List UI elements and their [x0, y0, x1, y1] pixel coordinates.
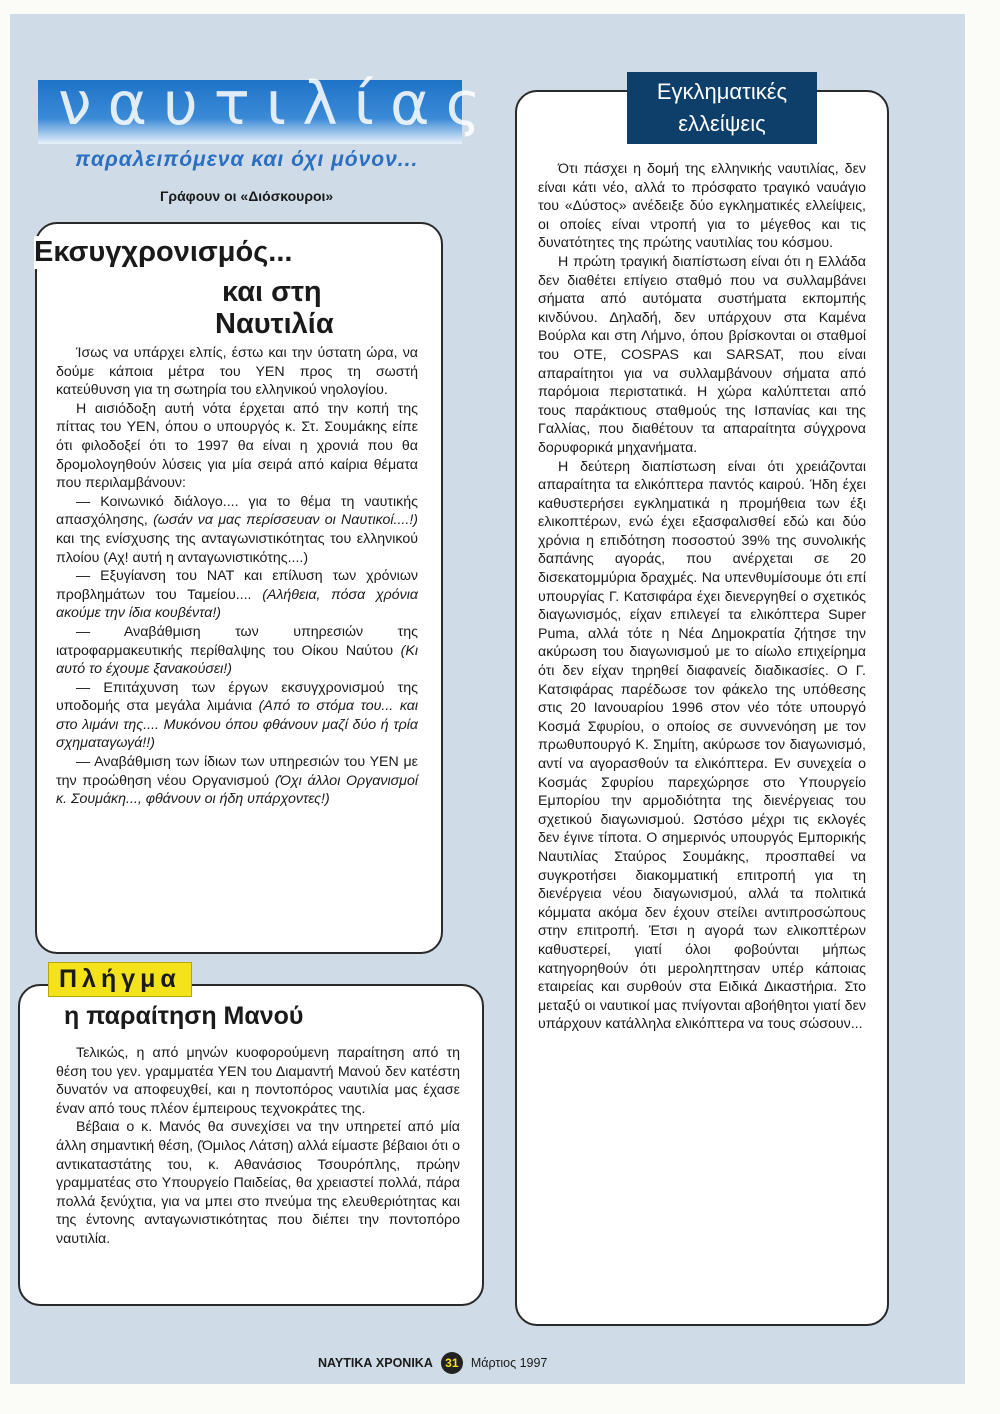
label-line-2: ελλείψεις — [678, 111, 766, 136]
list-item: — Επιτάχυνση των έργων εκσυγχρονισμού της υποδομής στα μεγάλα λιμάνια (Από το στόμα του... και στο λιμάνι της.... Μυκόνου όπου φθάνουν μαζί δύο ή τρία σχηματαγωγά!!) — [56, 679, 419, 752]
paragraph: Η αισιόδοξη αυτή νότα έρχεται από την κοπή της πίττας του ΥΕΝ, όπου ο υπουργός κ. Στ. Σουμάκης είπε ότι φιλοδοξεί ότι το 1997 θα είναι η χρονιά που θα δρομολογηθούν λύσεις για μία σειρά από καίρια θέματα που περιλαμβάνουν: — [56, 400, 418, 492]
label-line-1: Εγκληματικές — [656, 79, 788, 104]
list-item: — Εξυγίανση του ΝΑΤ και επίλυση των χρόνιων προβλημάτων του Ταμείου.... (Αλήθεια, πόσα χρόνια ακούμε την ίδια κουβέντα!) — [56, 568, 418, 622]
magazine-name: ΝΑΥΤΙΚΑ ΧΡΟΝΙΚΑ — [318, 1356, 433, 1370]
article-shortcomings-label — [627, 72, 817, 144]
page-footer — [318, 1352, 547, 1374]
article-shortcomings-body — [538, 160, 866, 1034]
list-item: — Αναβάθμιση των υπηρεσιών της ιατροφαρμακευτικής περίθαλψης του Οίκου Ναύτου (Κι αυτό το έχουμε ξανακούσει!) — [56, 623, 418, 678]
masthead-subtitle: παραλειπόμενα και όχι μόνον... — [75, 148, 419, 171]
article-modernization-body — [56, 344, 418, 809]
paragraph: Βέβαια ο κ. Μανός θα συνεχίσει να την υπηρετεί από μία άλλη σημαντική θέση, (Όμιλος Λάτση) αλλά είμαστε βέβαιοι ότι ο αντικαταστάτης του, κ. Αθανάσιος Τσουρόπλης, πρώην γραμματέας στο Υπουργείο Παιδείας, θα χρειαστεί πολλά, πάρα πολλά ξενύχτια, για να μπει στο πνεύμα της ελευθεριότητας και της έντονης ανταγωνιστικότητας που διέπει την ποντοπόρο ναυτιλία. — [56, 1119, 460, 1247]
article-modernization-headline-2: και στη — [222, 276, 322, 308]
byline: Γράφουν οι «Διόσκουροι» — [160, 188, 334, 204]
paragraph: Η δεύτερη διαπίστωση είναι ότι χρειάζονται απαραίτητα τα ελικόπτερα παντός καιρού. Ήδη έχει καθυστερήσει εγκληματικά η προμήθεια των έξι ελικοπτέρων, ενώ έχει εξασφαλισθεί εδώ και δύο χρόνια η επιδότηση ποσοστού 39% της συνολικής δαπάνης αγοράς, που ανέρχεται σε 20 δισεκατομμύρια δραχμές. Να υπενθυμίσουμε ότι επί υπουργίας Γ. Κατσιφάρα έχει διενεργηθεί ο σχετικός διαγωνισμός, είχαν επιλεγεί τα ελικόπτερα Super Puma, αλλά τότε η Νέα Δημοκρατία ζήτησε την ακύρωση του διαγωνισμού με το αίωλο επιχείρημα ότι δεν είχαν τηρηθεί διαφανείς διαδικασίες. Ο Γ. Κατσιφάρας παρέδωσε τον φάκελο της υπόθεσης στις 20 Ιανουαρίου 1996 στον νέο τότε υπουργό Κοσμά Σφυρίου, ο οποίος σε συννενόηση με τον πρωθυπουργό Κ. Σημίτη, ακύρωσε τον διαγωνισμό, αντί να αγορασθούν τα ελικόπτερα. Εν συνεχεία ο Κοσμάς Σφυρίου παρεχώρησε στο Υπουργείο Εμπορίου την αρμοδιότητα της διενέργειας του σχετικού διαγωνισμού. Ωστόσο μέχρι τις εκλογές δεν έγινε τίποτα. Ο σημερινός υπουργός Εμπορικής Ναυτιλίας Σταύρος Σουμάκης, προσπαθεί να συγκροτήσει διακομματική επιτροπή για τη διενέργεια νέου διαγωνισμού, αλλά τα πολιτικά κόμματα ακόμα δεν έχουν στείλει αντιπροσώπους στην επιτροπή. Έτσι η αγορά των ελικοπτέρων καθυστερεί, γιατί όλοι φοβούνται μήπως κατηγορηθούν ότι μεροληπτησαν υπέρ κάποιας εταιρείας και συρθούν στα Ειδικά Δικαστήρια. Στο μεταξύ οι ναυτικοί μας πνίγονται αβοήθητοι γιατί δεν υπάρχουν κατάλληλα ελικόπτερα να τους σώσουν... — [538, 458, 866, 1033]
page-number: 31 — [441, 1352, 463, 1374]
paragraph: Ίσως να υπάρχει ελπίς, έστω και την ύστατη ώρα, να δούμε κάποια μέτρα του ΥΕΝ προς τη σωστή κατεύθυνση για τη σωτηρία του ελληνικού νηολογίου. — [56, 345, 418, 399]
masthead-title: ναυτιλίας — [58, 69, 497, 139]
article-modernization-headline-3: Ναυτιλία — [215, 308, 334, 340]
paragraph: Ότι πάσχει η δομή της ελληνικής ναυτιλίας, δεν είναι κάτι νέο, αλλά το πρόσφατο τραγικό ναυάγιο του «Δύστος» ανέδειξε δύο εγκληματικές ελλείψεις, οι οποίες είναι ντροπή για το μέγεθος και τις δυνατότητες της πρώτης ναυτιλίας του κόσμου. — [538, 161, 866, 252]
list-item: — Αναβάθμιση των ίδιων των υπηρεσιών του ΥΕΝ με την προώθηση νέου Οργανισμού (Όχι άλλοι Οργανισμοί κ. Σουμάκη..., φθάνουν οι ήδη υπάρχοντες!) — [56, 754, 418, 808]
list-item: — Κοινωνικό διάλογο.... για το θέμα τη ναυτικής απασχόλησης, (ωσάν να μας περίσσευαν οι Ναυτικοί....!) και της ενίσχυσης της ανταγωνιστικότητας του ελληνικού πλοίου (Αχ! αυτή η ανταγωνιστικότης....) — [56, 493, 418, 566]
article-modernization-headline-1: Εκσυγχρονισμός... — [34, 236, 293, 268]
article-resignation-body — [56, 1044, 460, 1249]
paragraph: Τελικώς, η από μηνών κυοφορούμενη παραίτηση από τη θέση του γεν. γραμματέα ΥΕΝ του Διαμαντή Μανού δεν κατέστη δυνατόν να αποφευχθεί, και η ποντοπόρος ναυτιλία μας έχασε έναν από τους πλέον έμπειρους τεχνοκράτες της. — [56, 1045, 460, 1117]
article-resignation-label: Πλήγμα — [48, 962, 192, 997]
article-resignation-headline: η παραίτηση Μανού — [64, 1002, 304, 1030]
paragraph: Η πρώτη τραγική διαπίστωση είναι ότι η Ελλάδα δεν διαθέτει επίγειο σταθμό που να συλλαμβάνει σήματα από αυτόματα συστήματα εκπομπής κινδύνου. Δηλαδή, δεν υπάρχουν στα Καμένα Βούρλα και στη Λήμνο, όπου βρίσκονται οι σταθμοί του ΟΤΕ, COSPAS και SARSAT, που είναι απαραίτητοι για να συλλαμβάνουν σήματα από παρόμοια περιστατικά. Η χώρα καλύπτεται από τους παράκτιους σταθμούς της Ισπανίας και της Γαλλίας, που διαθέτουν τα απαραίτητα σύγχρονα δορυφορικά μηχανήματα. — [538, 253, 866, 456]
issue-date: Μάρτιος 1997 — [470, 1356, 548, 1370]
